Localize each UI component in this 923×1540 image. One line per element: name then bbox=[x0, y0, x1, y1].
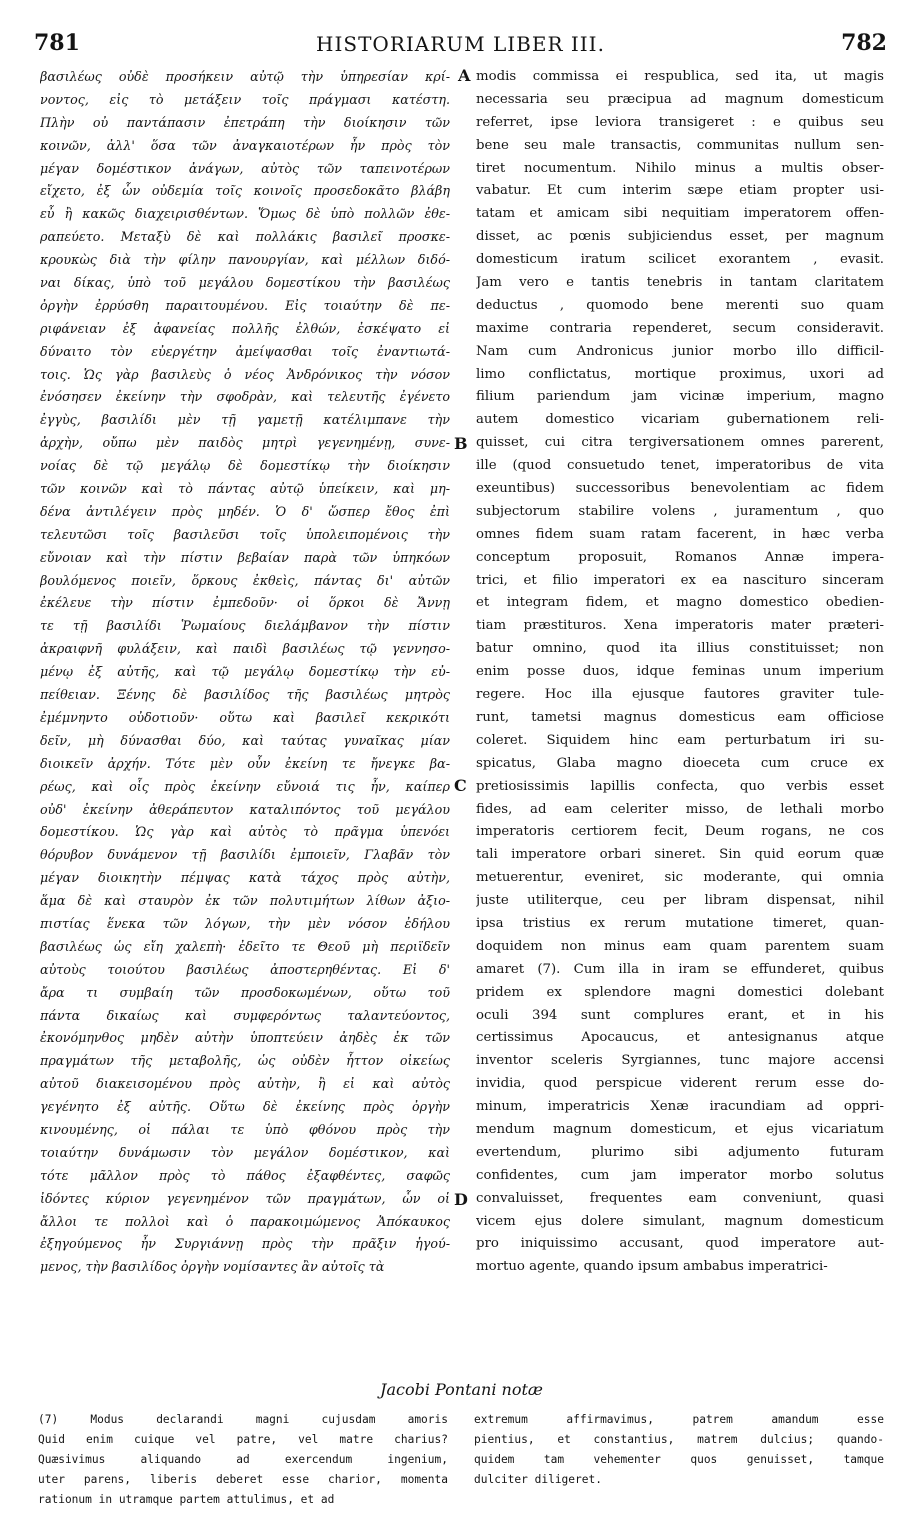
running-title: HISTORIARUM LIBER III. bbox=[316, 32, 605, 56]
latin-text-line: quisset, cui citra tergiversationem omnes parerent, bbox=[476, 435, 884, 451]
latin-text-line: Jam vero e tantis tenebris in tantam claritatem bbox=[476, 275, 884, 291]
greek-text-line: τοιαύτην δυνάμωσιν τὸν μεγάλον δομέστικον, καὶ bbox=[40, 1144, 450, 1160]
latin-text-line: batur omnino, quod ita illius constituisset; non bbox=[476, 641, 884, 657]
greek-text-line: ἄρα τι συμβαίη τῶν προσδοκωμένων, οὕτω τοῦ bbox=[40, 984, 450, 1000]
footnote-line: dulciter diligeret. bbox=[474, 1473, 602, 1486]
greek-text-line: ναι δίκας, ὑπὸ τοῦ μεγάλου δομεστίκου τὴν βασιλέως bbox=[40, 275, 450, 291]
latin-text-line: amaret (7). Cum illa in iram se effunderet, quibus bbox=[476, 961, 884, 977]
greek-text-line: ριφάνειαν ἐξ ἀφανείας πολλῆς ἐλθών, ἐσκέψατο εἰ bbox=[40, 320, 450, 336]
greek-text-line: ἐμέμνηντο οὐδοτιοῦν· οὕτω καὶ βασιλεῖ κεκρικότι bbox=[40, 709, 450, 725]
greek-text-line: τότε μᾶλλον πρὸς τὸ πάθος ἐξαφθέντες, σαφῶς bbox=[40, 1167, 450, 1183]
greek-text-line: ἐγγὺς, βασιλίδι μὲν τῇ γαμετῇ κατέλιμπανε τὴν bbox=[40, 412, 450, 428]
greek-text-line: πραγμάτων τῆς μεταβολῆς, ὡς οὐδὲν ἧττον οἰκείως bbox=[40, 1053, 450, 1069]
latin-text-line: limo conflictatus, mortique proximus, uxori ad bbox=[476, 366, 884, 382]
latin-text-line: vabatur. Et cum interim sæpe etiam propter usi- bbox=[476, 183, 884, 199]
latin-text-line: pro iniquissimo accusant, quod imperatore aut- bbox=[476, 1236, 884, 1252]
greek-text-line: αὐτοὺς τοιούτου βασιλέως ἀποστερηθέντας. Εἰ δ' bbox=[40, 961, 450, 977]
section-marker-a: A bbox=[458, 66, 471, 85]
greek-text-line: ἅμα δὲ καὶ σταυρὸν ἐκ τῶν πολυτιμήτων λίθων ἀξιο- bbox=[40, 893, 450, 909]
latin-text-line: filium pariendum jam vicinæ imperium, magno bbox=[476, 389, 884, 405]
greek-text-line: διοικεῖν ἀρχήν. Τότε μὲν οὖν ἐκείνη τε ἤνεγκε βα- bbox=[40, 755, 450, 771]
latin-text-line: pretiosissimis lapillis confecta, quo verbis esset bbox=[476, 778, 884, 794]
latin-text-line: evertendum, plurimo sibi adjumento futuram bbox=[476, 1144, 884, 1160]
latin-text-line: minum, imperatricis Xenæ iracundiam ad oppri- bbox=[476, 1099, 884, 1115]
notes-heading: Jacobi Pontani notæ bbox=[380, 1380, 543, 1399]
latin-text-line: regere. Hoc illa ejusque fautores graviter tule- bbox=[476, 687, 884, 703]
greek-text-line: αὐτοῦ διακεισομένου πρὸς αὐτὴν, ἢ εἰ καὶ αὐτὸς bbox=[40, 1076, 450, 1092]
latin-text-line: exeuntibus) successoribus benevolentiam ac fidem bbox=[476, 481, 884, 497]
latin-text-line: doquidem non minus eam quam parentem suam bbox=[476, 938, 884, 954]
section-marker-d: D bbox=[454, 1190, 468, 1209]
greek-text-line: γεγένητο ἐξ αὐτῆς. Οὕτω δὲ ἐκείνης πρὸς ὀργὴν bbox=[40, 1099, 450, 1115]
greek-text-line: νοίας δὲ τῷ μεγάλῳ δὲ δομεστίκῳ τὴν διοίκησιν bbox=[40, 458, 450, 474]
greek-text-line: ἐξηγούμενος ἦν Συργιάννῃ πρὸς τὴν πρᾶξιν ἡγού- bbox=[40, 1236, 450, 1252]
greek-text-line: βασιλέως οὐδὲ προσήκειν αὐτῷ τὴν ὑπηρεσίαν κρί- bbox=[40, 69, 450, 84]
footnote-line: rationum in utramque partem attulimus, et ad bbox=[38, 1493, 335, 1506]
latin-text-line: tiret nocumentum. Nihilo minus a multis obser- bbox=[476, 160, 884, 176]
greek-text-line: κρουκὼς διὰ τὴν φίλην πανουργίαν, καὶ μέλλων διδό- bbox=[40, 252, 450, 268]
greek-text-line: εὖ ἢ κακῶς διαχειρισθέντων. Ὅμως δὲ ὑπὸ πολλῶν ἐθε- bbox=[40, 206, 450, 222]
latin-text-line: pridem ex splendore magni domestici dolebant bbox=[476, 984, 884, 1000]
latin-text-line: runt, tametsi magnus domesticus eam officiose bbox=[476, 709, 884, 725]
greek-text-line: δεῖν, μὴ δύνασθαι δύο, καὶ ταύτας γυναῖκας μίαν bbox=[40, 732, 450, 748]
latin-text-line: fides, ad eam celeriter misso, de lethali morbo bbox=[476, 801, 884, 817]
latin-text-line: subjectorum stabilire volens , juramentum , quo bbox=[476, 503, 884, 519]
greek-text-line: ἰδόντες κύριον γεγενημένον τῶν πραγμάτων, ὧν οἱ bbox=[40, 1190, 450, 1206]
greek-text-line: τῶν κοινῶν καὶ τὸ πάντας αὐτῷ ὑπείκειν, καὶ μη- bbox=[40, 481, 450, 497]
page-header bbox=[34, 30, 887, 60]
page-number-left: 781 bbox=[34, 30, 80, 56]
greek-text-line: μέγαν δομέστικον ἀνάγων, αὐτὸς τῶν ταπεινοτέρων bbox=[40, 160, 450, 176]
greek-text-line: τελευτῶσι τοῖς βασιλεῦσι τοῖς ὑπολειπομένοις τὴν bbox=[40, 526, 450, 542]
footnote-line: (7) Modus declarandi magni cujusdam amoris bbox=[38, 1413, 448, 1426]
greek-text-line: ἄλλοι τε πολλοὶ καὶ ὁ παρακοιμώμενος Ἀπόκαυκος bbox=[40, 1213, 450, 1229]
greek-text-line: πάντα δικαίως καὶ συμφερόντως ταλαντεύοντος, bbox=[40, 1007, 450, 1023]
greek-text-line: δύναιτο τὸν εὐεργέτην ἀμείψασθαι τοῖς ἐναντιωτά- bbox=[40, 343, 450, 359]
greek-text-line: ἐκονόμηνθος μηδὲν αὐτὴν ὑποπτεύειν ἀηδὲς ἐκ τῶν bbox=[40, 1030, 450, 1046]
latin-text-line: omnes fidem suam ratam facerent, in hæc verba bbox=[476, 526, 884, 542]
latin-text-line: metuerentur, eveniret, sic moderante, qui omnia bbox=[476, 870, 884, 886]
latin-text-line: et integram fidem, et magno domestico obedien- bbox=[476, 595, 884, 611]
latin-text-line: tiam præstituros. Xena imperatoris mater præteri- bbox=[476, 618, 884, 634]
greek-text-line: δένα ἀντιλέγειν πρὸς μηδέν. Ὁ δ' ὥσπερ ἔθος ἐπὶ bbox=[40, 503, 450, 519]
latin-text-line: vicem ejus dolere simulant, magnum domesticum bbox=[476, 1213, 884, 1229]
latin-text-line: ipsa tristius ex rerum mutatione timeret, quan- bbox=[476, 915, 884, 931]
latin-text-line: domesticum iratum scilicet exorantem , evasit. bbox=[476, 252, 884, 268]
footnote-line: pientius, et constantius, matrem dulcius; quando- bbox=[474, 1433, 884, 1446]
latin-text-line: enim posse duos, idque feminas unum imperium bbox=[476, 664, 884, 680]
latin-text-line: Nam cum Andronicus junior morbo illo difficil- bbox=[476, 343, 884, 359]
latin-text-line: oculi 394 sunt complures erant, et in his bbox=[476, 1007, 884, 1023]
greek-text-line: ὀργὴν ἐρρύσθη παραιτουμένου. Εἰς τοιαύτην δὲ πε- bbox=[40, 297, 450, 313]
latin-text-line: deductus , quomodo bene merenti suo quam bbox=[476, 297, 884, 313]
footnote-column-right bbox=[474, 1410, 884, 1490]
greek-text-line: ἐκέλευε τὴν πίστιν ἐμπεδοῦν· οἱ ὅρκοι δὲ Ἄννῃ bbox=[40, 595, 450, 611]
greek-text-line: δομεστίκου. Ὡς γὰρ καὶ αὐτὸς τὸ πρᾶγμα ὑπενόει bbox=[40, 824, 450, 840]
latin-text-line: inventor sceleris Syrgiannes, tunc majore accensi bbox=[476, 1053, 884, 1069]
latin-text-line: trici, et filio imperatori ex ea nascituro sinceram bbox=[476, 572, 884, 588]
latin-text-line: mortuo agente, quando ipsum ambabus imperatrici- bbox=[476, 1259, 828, 1275]
latin-text-line: convaluisset, frequentes eam conveniunt, quasi bbox=[476, 1190, 884, 1206]
footnote-column-left bbox=[38, 1410, 448, 1510]
section-marker-c: C bbox=[454, 776, 467, 795]
footnote-line: uter parens, liberis deberet esse charior, momenta bbox=[38, 1473, 448, 1486]
latin-text-line: tali imperatore orbari sineret. Sin quid eorum quæ bbox=[476, 847, 884, 863]
greek-text-line: ραπεύετο. Μεταξὺ δὲ καὶ πολλάκις βασιλεῖ προσκε- bbox=[40, 229, 450, 245]
page-number-right: 782 bbox=[841, 30, 887, 56]
greek-text-line: πείθειαν. Ξένης δὲ βασιλίδος τῆς βασιλέως μητρὸς bbox=[40, 687, 450, 703]
greek-text-line: κοινῶν, ἀλλ' ὅσα τῶν ἀναγκαιοτέρων ἦν πρὸς τὸν bbox=[40, 137, 450, 153]
greek-text-line: βουλόμενος ποιεῖν, ὅρκους ἐκθεὶς, πάντας δι' αὐτῶν bbox=[40, 572, 450, 588]
greek-text-line: εὔνοιαν καὶ τὴν πίστιν βεβαίαν παρὰ τῶν ὑπηκόων bbox=[40, 549, 450, 565]
greek-text-line: μένῳ ἐξ αὐτῆς, καὶ τῷ μεγάλῳ δομεστίκῳ τὴν εὐ- bbox=[40, 664, 450, 680]
section-marker-b: B bbox=[454, 434, 468, 453]
greek-text-line: κινουμένης, οἱ πάλαι τε ὑπὸ φθόνου πρὸς τὴν bbox=[40, 1121, 450, 1137]
greek-text-line: νοντος, εἰς τὸ μετάξειν τοῖς πράγμασι κατέστη. bbox=[40, 91, 450, 107]
greek-text-column bbox=[40, 66, 450, 1279]
latin-text-line: imperatoris certiorem fecit, Deum rogans, ne cos bbox=[476, 824, 884, 840]
latin-text-line: juste utiliterque, ceu per libram dispensat, nihil bbox=[476, 893, 884, 909]
greek-text-line: μέγαν διοικητὴν πέμψας κατὰ τάχος πρὸς αὐτὴν, bbox=[40, 870, 450, 886]
latin-text-line: spicatus, Glaba magno dioeceta cum cruce ex bbox=[476, 755, 884, 771]
greek-text-line: τε τῇ βασιλίδι Ῥωμαίους διελάμβανον τὴν πίστιν bbox=[40, 618, 450, 634]
latin-text-line: necessaria seu præcipua ad magnum domesticum bbox=[476, 91, 884, 107]
latin-text-line: mendum magnum domesticum, et ejus vicariatum bbox=[476, 1121, 884, 1137]
latin-text-line: tatam et amicam sibi nequitiam imperatorem offen- bbox=[476, 206, 884, 222]
latin-text-line: conceptum proposuit, Romanos Annæ impera- bbox=[476, 549, 884, 565]
greek-text-line: ρέως, καὶ οἷς πρὸς ἐκείνην εὔνοιά τις ἦν, καίπερ bbox=[40, 778, 450, 794]
latin-text-line: disset, ac pœnis subjiciendus esset, per magnum bbox=[476, 229, 884, 245]
greek-text-line: Πλὴν οὐ παντάπασιν ἐπετράπη τὴν διοίκησιν τῶν bbox=[40, 114, 450, 130]
greek-text-line: ἀρχὴν, οὔπω μὲν παιδὸς μητρὶ γεγενημένῃ, συνε- bbox=[40, 435, 450, 451]
latin-text-line: maxime contraria rependeret, secum consideravit. bbox=[476, 320, 884, 336]
greek-text-line: πιστίας ἕνεκα τῶν λόγων, τὴν μὲν νόσον ἐδήλου bbox=[40, 915, 450, 931]
latin-text-line: bene seu male transactis, communitas nullum sen- bbox=[476, 137, 884, 153]
footnote-line: extremum affirmavimus, patrem amandum esse bbox=[474, 1413, 884, 1426]
greek-text-line: βασιλέως ὡς εἴη χαλεπὴ· ἐδεῖτο τε Θεοῦ μὴ περιϊδεῖν bbox=[40, 938, 450, 954]
latin-text-line: ille (quod consuetudo tenet, imperatoribus de vita bbox=[476, 458, 884, 474]
greek-text-line: ἐνόσησεν ἐκείνην τὴν σφοδρὰν, καὶ τελευτῆς ἐγένετο bbox=[40, 389, 450, 405]
latin-text-line: confidentes, cum jam imperator morbo solutus bbox=[476, 1167, 884, 1183]
greek-text-line: εἴχετο, ἐξ ὧν οὐδεμία τοῖς κοινοῖς προσεδοκᾶτο βλάβη bbox=[40, 183, 450, 199]
greek-text-line: ἀκραιφνῆ φυλάξειν, καὶ παιδὶ βασιλέως τῷ γεννησο- bbox=[40, 641, 450, 657]
greek-text-line: θόρυβον δυνάμενον τῇ βασιλίδι ἐμποιεῖν, Γλαβᾶν τὸν bbox=[40, 847, 450, 863]
footnote-line: Quæsivimus aliquando ad exercendum ingenium, bbox=[38, 1453, 448, 1466]
greek-text-line: τοις. Ὡς γὰρ βασιλεὺς ὁ νέος Ἀνδρόνικος τὴν νόσον bbox=[40, 366, 450, 382]
greek-text-line: οὐδ' ἐκείνην ἀθεράπευτον καταλιπόντος τοῦ μεγάλου bbox=[40, 801, 450, 817]
latin-text-line: invidia, quod perspicue viderent rerum esse do- bbox=[476, 1076, 884, 1092]
latin-text-line: autem domestico vicariam gubernationem reli- bbox=[476, 412, 884, 428]
latin-text-column bbox=[476, 66, 884, 1279]
greek-text-line: μενος, τὴν βασιλίδος ὀργὴν νομίσαντες ἂν αὐτοῖς τὰ bbox=[40, 1259, 385, 1275]
latin-text-line: coleret. Siquidem hinc eam perturbatum iri su- bbox=[476, 732, 884, 748]
latin-text-line: certissimus Apocaucus, et antesignanus atque bbox=[476, 1030, 884, 1046]
latin-text-line: modis commissa ei respublica, sed ita, ut magis bbox=[476, 69, 884, 84]
footnote-line: quidem tam vehementer quos genuisset, tamque bbox=[474, 1453, 884, 1466]
footnote-line: Quid enim cuique vel patre, vel matre charius? bbox=[38, 1433, 448, 1446]
latin-text-line: referret, ipse leviora transigeret : e quibus seu bbox=[476, 114, 884, 130]
